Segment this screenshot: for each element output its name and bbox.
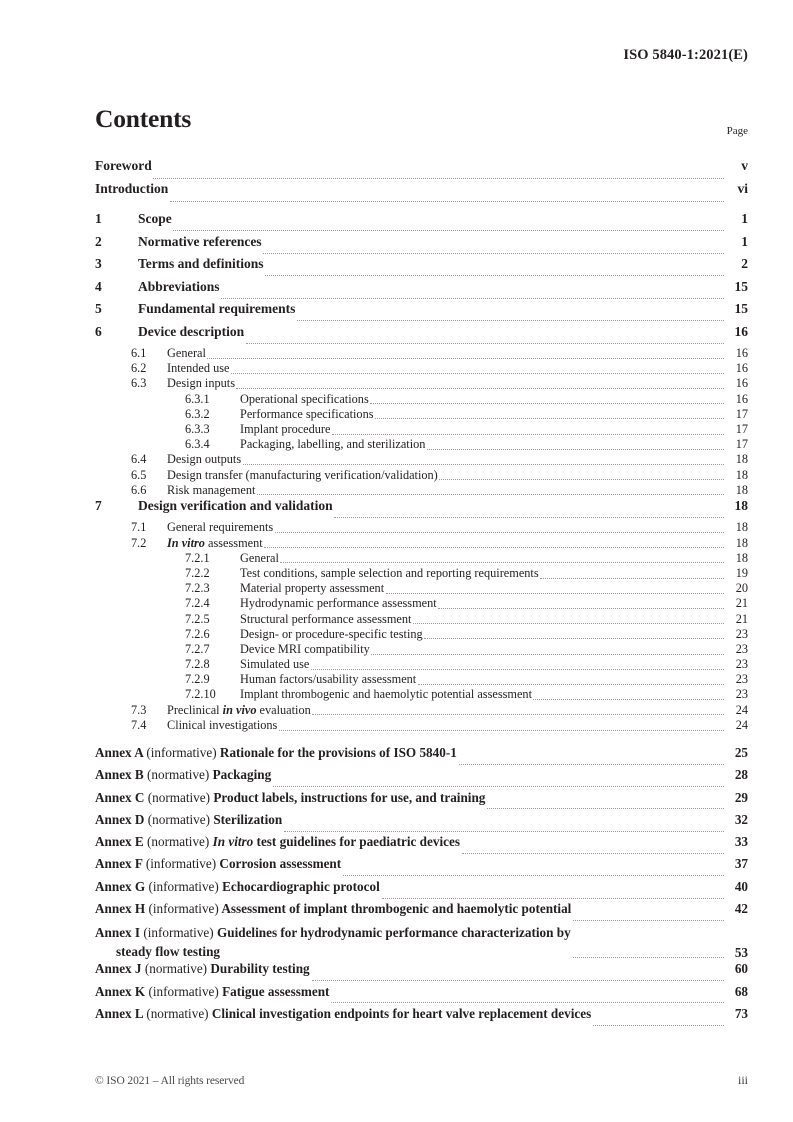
- annex-label: Annex D: [95, 811, 145, 827]
- toc-entry-label: Hydrodynamic performance assessment: [240, 596, 437, 611]
- dot-leader: [331, 1001, 724, 1003]
- annex-type: (informative): [145, 856, 217, 872]
- toc-entry-number: 7.2.10: [185, 687, 216, 702]
- annex-label: Annex L: [95, 1005, 144, 1021]
- table-of-contents: [95, 158, 748, 1028]
- toc-entry-page: 29: [734, 789, 748, 805]
- toc-entry-page: 23: [735, 641, 748, 656]
- toc-entry-label: Clinical investigations: [167, 717, 278, 732]
- dot-leader: [312, 713, 724, 715]
- dot-leader: [427, 448, 724, 450]
- dot-leader: [413, 622, 724, 624]
- toc-entry-number: 7.2: [131, 535, 147, 550]
- toc-entry-clause-6-3-3[interactable]: [95, 422, 748, 437]
- annex-title: Packaging: [212, 767, 272, 783]
- dot-leader: [275, 531, 724, 533]
- toc-entry-number: 2: [95, 233, 102, 249]
- annex-label: Annex B: [95, 767, 144, 783]
- dot-leader: [280, 561, 724, 563]
- toc-entry-label-rest: evaluation: [256, 702, 311, 717]
- toc-entry-page: 68: [734, 983, 748, 999]
- toc-entry-label: General: [167, 346, 206, 360]
- toc-entry-label: [95, 745, 459, 761]
- toc-entry-page: 16: [734, 323, 748, 339]
- dot-leader: [297, 319, 724, 321]
- toc-entry-number: 6.3: [131, 376, 147, 391]
- annex-title: Corrosion assessment: [219, 856, 342, 872]
- annex-title: Clinical investigation endpoints for heart valve replacement devices: [211, 1005, 592, 1021]
- contents-heading-block: [95, 104, 748, 138]
- annex-label: Annex J: [95, 961, 142, 977]
- toc-entry-clause-7-2-1[interactable]: [95, 551, 748, 566]
- toc-entry-number: 7.2.6: [185, 626, 210, 641]
- dot-leader: [170, 200, 724, 202]
- toc-entry-label: Design- or procedure-specific testing: [240, 626, 423, 641]
- toc-entry-annex-j[interactable]: [95, 961, 748, 983]
- annex-type: (normative): [147, 834, 210, 850]
- annex-type: (informative): [148, 983, 219, 999]
- toc-entry-label: [95, 812, 284, 828]
- toc-entry-page: 2: [741, 256, 748, 271]
- toc-entry-label: Performance specifications: [240, 406, 374, 421]
- toc-entry-label: Design verification and validation: [138, 497, 333, 513]
- toc-entry-number: 7.2.5: [185, 611, 210, 626]
- toc-entry-page: 21: [735, 611, 748, 626]
- toc-entry-annex-d[interactable]: [95, 812, 748, 834]
- toc-entry-page: 18: [735, 550, 748, 565]
- dot-leader: [573, 919, 724, 921]
- annex-type: (informative): [148, 878, 219, 894]
- toc-entry-label: Normative references: [138, 233, 262, 249]
- toc-entry-label: Design transfer (manufacturing verification/validation): [167, 467, 438, 482]
- toc-entry-page: 16: [735, 361, 748, 376]
- toc-entry-clause-7-3[interactable]: [95, 703, 748, 718]
- toc-entry-page: 16: [735, 391, 748, 406]
- toc-entry-label: Scope: [138, 211, 172, 226]
- toc-entry-clause-5[interactable]: [95, 301, 748, 324]
- annex-title: Echocardiographic protocol: [222, 878, 380, 894]
- toc-entry-clause-6[interactable]: [95, 324, 748, 347]
- document-header-standard-ref: ISO 5840-1:2021(E): [623, 47, 748, 63]
- dot-leader: [311, 668, 724, 670]
- toc-entry-label: Intended use: [167, 361, 230, 376]
- toc-entry-clause-6-6[interactable]: [95, 483, 748, 498]
- toc-entry-clause-7-2-7[interactable]: [95, 642, 748, 657]
- dot-leader: [231, 372, 724, 374]
- toc-entry-label: Structural performance assessment: [240, 611, 412, 626]
- dot-leader: [257, 493, 724, 495]
- annex-type: (normative): [144, 961, 208, 977]
- toc-entry-label: Operational specifications: [240, 391, 369, 406]
- toc-entry-number: 6.6: [131, 482, 147, 497]
- toc-entry-page: v: [741, 158, 748, 173]
- toc-entry-page: 21: [735, 596, 748, 611]
- page-number: iii: [737, 1073, 748, 1087]
- toc-entry-annex-g[interactable]: [95, 879, 748, 901]
- toc-entry-page: 16: [735, 346, 748, 360]
- toc-entry-annex-b[interactable]: [95, 767, 748, 789]
- annex-type: (normative): [146, 1005, 209, 1021]
- toc-entry-annex-e[interactable]: [95, 834, 748, 856]
- annex-label: Annex H: [95, 901, 146, 917]
- annex-label: Annex E: [95, 834, 144, 850]
- dot-leader: [273, 785, 724, 787]
- toc-entry-page: 23: [735, 672, 748, 687]
- toc-entry-clause-6-3-1[interactable]: [95, 392, 748, 407]
- toc-entry-page: 28: [734, 767, 748, 783]
- annex-title-italic: In vitro: [212, 834, 254, 850]
- toc-entry-label: [95, 923, 573, 961]
- toc-entry-page: 15: [734, 278, 748, 294]
- toc-entry-page: 15: [734, 301, 748, 316]
- toc-entry-clause-3[interactable]: [95, 256, 748, 279]
- toc-entry-number: 6.4: [131, 452, 147, 467]
- toc-entry-page: 20: [735, 581, 748, 596]
- toc-entry-label: [95, 767, 273, 783]
- toc-entry-annex-c[interactable]: [95, 790, 748, 812]
- dot-leader: [593, 1024, 724, 1026]
- toc-entry-foreword[interactable]: [95, 158, 748, 181]
- dot-leader: [332, 433, 724, 435]
- toc-entry-number: 7.4: [131, 717, 147, 732]
- toc-entry-label: Simulated use: [240, 657, 310, 672]
- toc-entry-number: 7: [95, 497, 102, 513]
- toc-entry-clause-7-2-4[interactable]: [95, 596, 748, 611]
- toc-entry-number: 7.2.4: [185, 596, 210, 611]
- toc-entry-clause-7-2-10[interactable]: [95, 687, 748, 702]
- toc-entry-clause-6-5[interactable]: [95, 468, 748, 483]
- toc-entry-label: Design outputs: [167, 452, 242, 467]
- dot-leader: [243, 463, 724, 465]
- toc-entry-label: Human factors/usability assessment: [240, 672, 417, 687]
- toc-entry-clause-6-3-2[interactable]: [95, 407, 748, 422]
- toc-entry-clause-6-3-4[interactable]: [95, 437, 748, 452]
- annex-title: test guidelines for paediatric devices: [253, 834, 460, 850]
- toc-entry-annex-f[interactable]: [95, 856, 748, 878]
- annex-title-line-2: steady flow testing: [116, 944, 221, 960]
- dot-leader: [540, 577, 724, 579]
- copyright-notice: © ISO 2021 – All rights reserved: [95, 1075, 245, 1087]
- toc-entry-page: 1: [741, 211, 748, 226]
- toc-entry-page: 18: [735, 535, 748, 550]
- toc-entry-label: Test conditions, sample selection and reporting requirements: [240, 565, 539, 580]
- toc-entry-label: [95, 879, 382, 895]
- toc-entry-number: 7.1: [131, 520, 147, 535]
- toc-entry-number: 7.2.7: [185, 641, 210, 656]
- dot-leader: [487, 807, 724, 809]
- toc-entry-page: 24: [735, 702, 748, 717]
- toc-entry-number: 5: [95, 301, 102, 316]
- toc-entry-page: 32: [734, 811, 748, 827]
- toc-entry-clause-7-2-8[interactable]: [95, 657, 748, 672]
- annex-title: Product labels, instructions for use, and training: [213, 789, 486, 805]
- toc-entry-page: 17: [735, 437, 748, 452]
- toc-entry-page: 60: [734, 961, 748, 977]
- toc-entry-clause-4[interactable]: [95, 279, 748, 302]
- toc-entry-label-italic: in vivo: [222, 702, 257, 717]
- annex-title: Rationale for the provisions of ISO 5840-1: [219, 745, 457, 760]
- toc-entry-label: [95, 1006, 593, 1022]
- annex-label: Annex F: [95, 856, 143, 872]
- toc-entry-number: 6.3.2: [185, 406, 210, 421]
- annex-type: (normative): [147, 789, 211, 805]
- toc-entry-label: Fundamental requirements: [138, 301, 296, 316]
- toc-entry-label: Material property assessment: [240, 581, 385, 596]
- toc-entry-annex-h[interactable]: [95, 901, 748, 923]
- toc-entry-page: 23: [735, 687, 748, 702]
- annex-label: Annex I: [95, 925, 141, 941]
- dot-leader: [236, 387, 724, 389]
- toc-entry-number: 7.3: [131, 702, 147, 717]
- toc-entry-number: 6.3.4: [185, 437, 210, 452]
- toc-entry-label: Risk management: [167, 482, 256, 497]
- toc-entry-label: [167, 536, 264, 551]
- toc-entry-label-rest: assessment: [204, 535, 263, 550]
- toc-entry-annex-i[interactable]: [95, 923, 748, 961]
- annex-title: Durability testing: [210, 961, 310, 977]
- dot-leader: [533, 698, 724, 700]
- toc-entry-label-italic: In vitro: [167, 535, 205, 550]
- dot-leader: [312, 979, 724, 981]
- toc-entry-clause-7-2-2[interactable]: [95, 566, 748, 581]
- toc-entry-number: 6.2: [131, 361, 147, 376]
- toc-entry-clause-2[interactable]: [95, 234, 748, 257]
- toc-entry-number: 4: [95, 278, 102, 294]
- toc-entry-page: 53: [734, 945, 748, 961]
- dot-leader: [284, 830, 724, 832]
- toc-entry-number: 6.5: [131, 467, 147, 482]
- dot-leader: [424, 637, 724, 639]
- dot-leader: [264, 546, 724, 548]
- toc-entry-page: 18: [735, 467, 748, 482]
- toc-entry-number: 1: [95, 211, 102, 226]
- dot-leader: [370, 402, 724, 404]
- annex-type: (normative): [147, 811, 211, 827]
- dot-leader: [382, 897, 724, 899]
- toc-entry-page: 37: [734, 856, 748, 872]
- dot-leader: [279, 729, 724, 731]
- toc-entry-page: 16: [735, 376, 748, 391]
- toc-entry-clause-6-3[interactable]: [95, 376, 748, 391]
- toc-entry-page: 23: [735, 657, 748, 672]
- dot-leader: [371, 653, 724, 655]
- toc-entry-clause-7-2-9[interactable]: [95, 672, 748, 687]
- toc-entry-annex-a[interactable]: [95, 745, 748, 767]
- annex-label: Annex G: [95, 878, 146, 894]
- dot-leader: [263, 252, 724, 254]
- toc-entry-clause-7-2[interactable]: [95, 536, 748, 551]
- dot-leader: [573, 956, 724, 958]
- dot-leader: [386, 592, 724, 594]
- toc-entry-introduction[interactable]: [95, 181, 748, 204]
- toc-entry-label: [95, 856, 343, 872]
- toc-entry-clause-6-1[interactable]: [95, 346, 748, 361]
- toc-entry-number: 6.1: [131, 346, 147, 360]
- toc-entry-label: Introduction: [95, 181, 169, 196]
- page-title: Contents: [95, 104, 192, 133]
- toc-entry-page: 40: [734, 878, 748, 894]
- toc-entry-page: 1: [741, 233, 748, 249]
- dot-leader: [459, 763, 724, 765]
- page-column-label: Page: [726, 125, 748, 137]
- dot-leader: [207, 357, 724, 359]
- toc-entry-label: Device description: [138, 323, 245, 339]
- dot-leader: [153, 177, 724, 179]
- toc-entry-number: 6.3.1: [185, 391, 210, 406]
- annex-title: Sterilization: [213, 811, 283, 827]
- annex-label: Annex C: [95, 789, 145, 805]
- toc-entry-page: 18: [735, 482, 748, 497]
- toc-entry-label: General requirements: [167, 520, 274, 535]
- toc-entry-page: 18: [735, 520, 748, 535]
- toc-entry-clause-6-2[interactable]: [95, 361, 748, 376]
- toc-entry-page: vi: [737, 181, 748, 196]
- toc-entry-number: 6: [95, 323, 102, 339]
- dot-leader: [439, 478, 724, 480]
- toc-entry-clause-7-2-6[interactable]: [95, 627, 748, 642]
- toc-entry-label: [95, 834, 462, 850]
- toc-entry-label: Implant thrombogenic and haemolytic potential assessment: [240, 687, 532, 702]
- toc-entry-label: Implant procedure: [240, 421, 331, 436]
- toc-entry-clause-1[interactable]: [95, 211, 748, 234]
- toc-entry-label: [95, 961, 312, 977]
- toc-entry-clause-7-2-5[interactable]: [95, 612, 748, 627]
- toc-entry-label: Abbreviations: [138, 278, 220, 294]
- toc-entry-page: 24: [735, 717, 748, 732]
- toc-entry-label: Packaging, labelling, and sterilization: [240, 437, 426, 452]
- dot-leader: [173, 229, 724, 231]
- page-footer: [95, 1073, 748, 1088]
- toc-entry-number: 6.3.3: [185, 421, 210, 436]
- annex-type: (informative): [143, 925, 214, 941]
- dot-leader: [343, 874, 724, 876]
- toc-entry-page: 17: [735, 421, 748, 436]
- annex-type: (informative): [148, 901, 219, 917]
- toc-entry-label: [167, 703, 312, 718]
- annex-type: (normative): [147, 767, 210, 783]
- toc-entry-page: 19: [735, 565, 748, 580]
- toc-entry-number: 7.2.8: [185, 657, 210, 672]
- toc-entry-annex-k[interactable]: [95, 984, 748, 1006]
- toc-entry-label: General: [240, 550, 279, 565]
- toc-entry-clause-6-4[interactable]: [95, 452, 748, 467]
- toc-entry-page: 42: [734, 901, 748, 917]
- toc-entry-label-prefix: Preclinical: [167, 702, 223, 717]
- annex-title: Assessment of implant thrombogenic and haemolytic potential: [221, 901, 572, 917]
- toc-entry-number: 7.2.2: [185, 565, 210, 580]
- dot-leader: [375, 417, 724, 419]
- toc-entry-label: [95, 790, 487, 806]
- toc-entry-page: 33: [734, 834, 748, 850]
- annex-label: Annex A: [95, 745, 144, 760]
- annex-title: Fatigue assessment: [222, 983, 330, 999]
- toc-entry-clause-7-4[interactable]: [95, 718, 748, 733]
- toc-entry-label: [95, 984, 331, 1000]
- dot-leader: [334, 516, 724, 518]
- toc-entry-annex-l[interactable]: [95, 1006, 748, 1028]
- dot-leader: [418, 683, 724, 685]
- toc-entry-label: Design inputs: [167, 376, 235, 391]
- toc-entry-clause-7-2-3[interactable]: [95, 581, 748, 596]
- toc-entry-label: Device MRI compatibility: [240, 641, 370, 656]
- toc-entry-number: 7.2.1: [185, 550, 210, 565]
- toc-entry-page: 73: [734, 1005, 748, 1021]
- toc-entry-label: [95, 901, 573, 917]
- toc-entry-page: 25: [734, 745, 748, 760]
- toc-entry-clause-7-1[interactable]: [95, 520, 748, 535]
- dot-leader: [246, 342, 724, 344]
- toc-entry-label: Foreword: [95, 158, 152, 173]
- annex-title-line-1: Guidelines for hydrodynamic performance characterization by: [216, 925, 571, 941]
- annex-label: Annex K: [95, 983, 146, 999]
- toc-entry-page: 23: [735, 626, 748, 641]
- toc-entry-number: 3: [95, 256, 102, 271]
- dot-leader: [462, 852, 724, 854]
- toc-entry-label: Terms and definitions: [138, 256, 264, 271]
- toc-entry-page: 17: [735, 406, 748, 421]
- dot-leader: [221, 297, 724, 299]
- toc-entry-number: 7.2.9: [185, 672, 210, 687]
- toc-entry-page: 18: [735, 452, 748, 467]
- dot-leader: [438, 607, 724, 609]
- dot-leader: [265, 274, 724, 276]
- toc-entry-page: 18: [734, 497, 748, 513]
- toc-entry-clause-7[interactable]: [95, 498, 748, 521]
- toc-entry-number: 7.2.3: [185, 581, 210, 596]
- annex-type: (informative): [146, 745, 217, 760]
